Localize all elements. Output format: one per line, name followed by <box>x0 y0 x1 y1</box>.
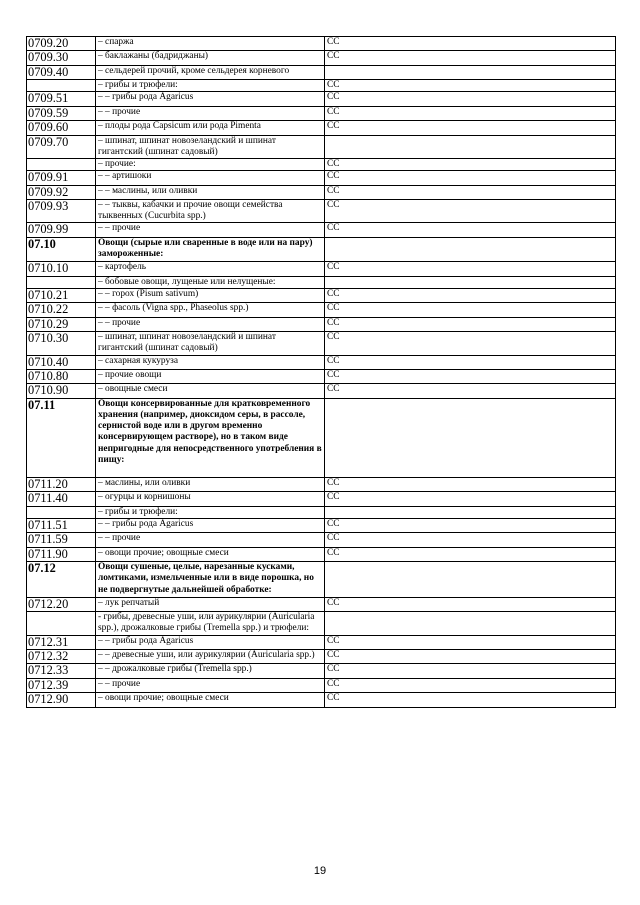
description-cell: – маслины, или оливки <box>96 477 325 491</box>
hs-code-cell: 0709.30 <box>27 51 96 65</box>
table-row <box>27 262 616 276</box>
description-cell: – сахарная кукуруза <box>96 355 325 369</box>
hs-code-cell: 0710.90 <box>27 384 96 398</box>
document-page <box>26 36 615 708</box>
table-row <box>27 92 616 106</box>
certificate-cell <box>325 276 616 288</box>
table-row <box>27 678 616 692</box>
table-row <box>27 121 616 135</box>
description-cell: – баклажаны (бадриджаны) <box>96 51 325 65</box>
hs-code-cell: 0710.10 <box>27 262 96 276</box>
table-row <box>27 384 616 398</box>
table-row <box>27 650 616 664</box>
tariff-table <box>26 36 616 708</box>
description-cell: – плоды рода Capsicum или рода Pimenta <box>96 121 325 135</box>
hs-code-cell: 0709.91 <box>27 171 96 185</box>
certificate-cell <box>325 612 616 635</box>
hs-code-cell: 0711.51 <box>27 518 96 532</box>
description-cell: – – прочие <box>96 533 325 547</box>
certificate-cell: СС <box>325 650 616 664</box>
certificate-cell: СС <box>325 678 616 692</box>
hs-code-cell: 0709.92 <box>27 185 96 199</box>
description-cell: – – прочие <box>96 106 325 120</box>
hs-code-cell: 0711.90 <box>27 547 96 561</box>
table-row <box>27 518 616 532</box>
table-row <box>27 106 616 120</box>
certificate-cell <box>325 135 616 158</box>
description-cell: – – горох (Pisum sativum) <box>96 288 325 302</box>
table-row <box>27 159 616 171</box>
description-cell: – картофель <box>96 262 325 276</box>
certificate-cell: СС <box>325 80 616 92</box>
description-cell: – прочие: <box>96 159 325 171</box>
description-cell: – овощные смеси <box>96 384 325 398</box>
hs-code-cell: 07.10 <box>27 237 96 261</box>
table-row <box>27 635 616 649</box>
table-row <box>27 185 616 199</box>
description-cell: – – прочие <box>96 317 325 331</box>
certificate-cell <box>325 506 616 518</box>
certificate-cell: СС <box>325 693 616 707</box>
table-row <box>27 51 616 65</box>
description-cell: – бобовые овощи, лущеные или нелущеные: <box>96 276 325 288</box>
table-row <box>27 547 616 561</box>
certificate-cell: СС <box>325 92 616 106</box>
description-cell: – овощи прочие; овощные смеси <box>96 693 325 707</box>
certificate-cell: СС <box>325 262 616 276</box>
hs-code-cell: 0712.31 <box>27 635 96 649</box>
certificate-cell: СС <box>325 477 616 491</box>
certificate-cell: СС <box>325 547 616 561</box>
hs-code-cell: 0711.59 <box>27 533 96 547</box>
description-cell: – – маслины, или оливки <box>96 185 325 199</box>
hs-code-cell: 0712.20 <box>27 597 96 611</box>
certificate-cell: СС <box>325 171 616 185</box>
description-cell: Овощи (сырые или сваренные в воде или на пару) замороженные: <box>96 237 325 261</box>
table-row <box>27 200 616 223</box>
hs-code-cell: 07.12 <box>27 562 96 598</box>
description-cell: – – грибы рода Agaricus <box>96 518 325 532</box>
hs-code-cell: 0709.70 <box>27 135 96 158</box>
hs-code-cell: 0709.99 <box>27 223 96 237</box>
description-cell: – – дрожалковые грибы (Tremella spp.) <box>96 664 325 678</box>
hs-code-cell: 0709.40 <box>27 65 96 79</box>
description-cell: – – грибы рода Agaricus <box>96 635 325 649</box>
hs-code-cell: 0709.51 <box>27 92 96 106</box>
certificate-cell <box>325 398 616 477</box>
certificate-cell: СС <box>325 51 616 65</box>
hs-code-cell: 0709.60 <box>27 121 96 135</box>
certificate-cell: СС <box>325 597 616 611</box>
table-row <box>27 288 616 302</box>
hs-code-cell: 07.11 <box>27 398 96 477</box>
description-cell: - грибы, древесные уши, или аурикулярии (Auricularia spp.), дрожалковые грибы (Tremella spp.) и трюфели: <box>96 612 325 635</box>
certificate-cell: СС <box>325 355 616 369</box>
certificate-cell: СС <box>325 369 616 383</box>
hs-code-cell: 0710.29 <box>27 317 96 331</box>
certificate-cell: СС <box>325 317 616 331</box>
hs-code-cell <box>27 80 96 92</box>
description-cell: Овощи сушеные, целые, нарезанные кусками, ломтиками, измельченные или в виде порошка, но не подвергнутые дальнейшей обработке: <box>96 562 325 598</box>
certificate-cell: СС <box>325 664 616 678</box>
description-cell: – – прочие <box>96 223 325 237</box>
description-cell: – прочие овощи <box>96 369 325 383</box>
table-row <box>27 612 616 635</box>
description-cell: – – прочие <box>96 678 325 692</box>
hs-code-cell: 0710.21 <box>27 288 96 302</box>
page-number: 19 <box>313 865 327 877</box>
table-row <box>27 65 616 79</box>
hs-code-cell: 0710.80 <box>27 369 96 383</box>
hs-code-cell <box>27 506 96 518</box>
table-row <box>27 355 616 369</box>
table-row <box>27 303 616 317</box>
certificate-cell: СС <box>325 384 616 398</box>
certificate-cell: СС <box>325 332 616 355</box>
table-heading-row <box>27 237 616 261</box>
table-heading-row <box>27 562 616 598</box>
description-cell: – – артишоки <box>96 171 325 185</box>
hs-code-cell: 0712.33 <box>27 664 96 678</box>
certificate-cell: СС <box>325 533 616 547</box>
certificate-cell: СС <box>325 200 616 223</box>
description-cell: – лук репчатый <box>96 597 325 611</box>
table-row <box>27 37 616 51</box>
certificate-cell: СС <box>325 223 616 237</box>
hs-code-cell: 0712.32 <box>27 650 96 664</box>
hs-code-cell: 0710.40 <box>27 355 96 369</box>
certificate-cell: СС <box>325 288 616 302</box>
table-row <box>27 369 616 383</box>
hs-code-cell <box>27 612 96 635</box>
certificate-cell: СС <box>325 185 616 199</box>
table-row <box>27 171 616 185</box>
hs-code-cell: 0710.30 <box>27 332 96 355</box>
description-cell: – – грибы рода Agaricus <box>96 92 325 106</box>
certificate-cell: СС <box>325 303 616 317</box>
table-row <box>27 597 616 611</box>
table-row <box>27 80 616 92</box>
hs-code-cell: 0709.59 <box>27 106 96 120</box>
table-row <box>27 533 616 547</box>
description-cell: – грибы и трюфели: <box>96 80 325 92</box>
table-row <box>27 492 616 506</box>
table-row <box>27 223 616 237</box>
description-cell: – огурцы и корнишоны <box>96 492 325 506</box>
certificate-cell <box>325 65 616 79</box>
table-heading-row <box>27 398 616 477</box>
description-cell: – – тыквы, кабачки и прочие овощи семейства тыквенных (Cucurbita spp.) <box>96 200 325 223</box>
hs-code-cell: 0710.22 <box>27 303 96 317</box>
table-row <box>27 332 616 355</box>
description-cell: – грибы и трюфели: <box>96 506 325 518</box>
hs-code-cell: 0711.20 <box>27 477 96 491</box>
certificate-cell: СС <box>325 159 616 171</box>
description-cell: – спаржа <box>96 37 325 51</box>
hs-code-cell: 0712.90 <box>27 693 96 707</box>
hs-code-cell: 0711.40 <box>27 492 96 506</box>
hs-code-cell: 0712.39 <box>27 678 96 692</box>
description-cell: – – древесные уши, или аурикулярии (Auricularia spp.) <box>96 650 325 664</box>
tariff-table-body <box>27 37 616 708</box>
hs-code-cell <box>27 276 96 288</box>
description-cell: – овощи прочие; овощные смеси <box>96 547 325 561</box>
table-row <box>27 317 616 331</box>
table-row <box>27 276 616 288</box>
certificate-cell <box>325 237 616 261</box>
certificate-cell: СС <box>325 635 616 649</box>
description-cell: Овощи консервированные для кратковременного хранения (например, диоксидом серы, в рассоле, сернистой воде или в другом временно консервирующем растворе), но в таком виде непригодные для непосредственного употребления в пищу: <box>96 398 325 477</box>
table-row <box>27 477 616 491</box>
hs-code-cell: 0709.20 <box>27 37 96 51</box>
table-row <box>27 693 616 707</box>
table-row <box>27 506 616 518</box>
description-cell: – шпинат, шпинат новозеландский и шпинат гигантский (шпинат садовый) <box>96 135 325 158</box>
certificate-cell: СС <box>325 106 616 120</box>
certificate-cell: СС <box>325 37 616 51</box>
hs-code-cell <box>27 159 96 171</box>
description-cell: – шпинат, шпинат новозеландский и шпинат гигантский (шпинат садовый) <box>96 332 325 355</box>
certificate-cell <box>325 562 616 598</box>
hs-code-cell: 0709.93 <box>27 200 96 223</box>
table-row <box>27 664 616 678</box>
certificate-cell: СС <box>325 121 616 135</box>
description-cell: – сельдерей прочий, кроме сельдерея корневого <box>96 65 325 79</box>
description-cell: – – фасоль (Vigna spp., Phaseolus spp.) <box>96 303 325 317</box>
certificate-cell: СС <box>325 492 616 506</box>
certificate-cell: СС <box>325 518 616 532</box>
table-row <box>27 135 616 158</box>
